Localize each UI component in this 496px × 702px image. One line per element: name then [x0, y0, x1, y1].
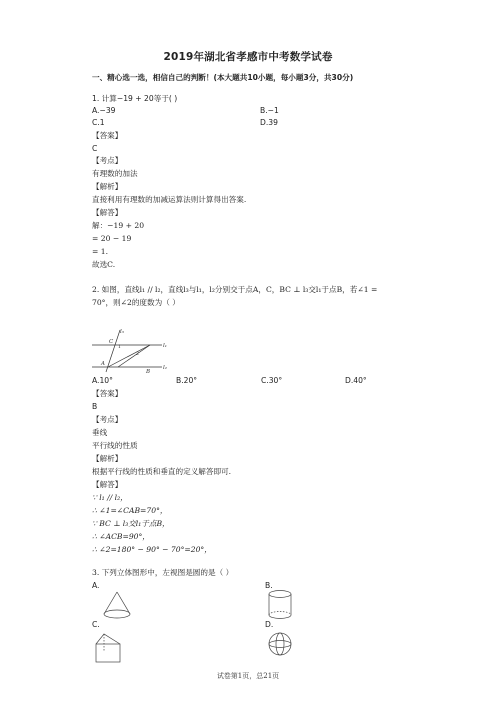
label-c: C: [109, 339, 114, 345]
segment-ac: [108, 345, 150, 367]
q2-solution-line-1: ∵ l₁ // l₂，: [92, 493, 128, 502]
q2-solution-line-3: ∵ BC ⊥ l₃交l₁于点B，: [92, 519, 170, 528]
q1-option-d: D.39: [260, 118, 278, 127]
label-a: A: [101, 361, 105, 367]
q1-answer: C: [92, 144, 98, 153]
label-l3: l₃: [120, 329, 124, 335]
q2-answer-tag: 【答案】: [92, 389, 123, 398]
q2-stem-line-2: 70°，则∠2的度数为（ ）: [92, 298, 180, 307]
q3-option-c: C.: [92, 620, 100, 629]
q2-analysis: 根据平行线的性质和垂直的定义解答即可.: [92, 467, 232, 476]
page-footer: 试卷第1页，总21页: [216, 672, 280, 680]
label-b: B: [146, 369, 151, 374]
q2-point-line-2: 平行线的性质: [92, 441, 138, 450]
q2-solution-line-5: ∴ ∠2=180° − 90° − 70°=20°，: [92, 545, 212, 554]
q1-solution-tag: 【解答】: [92, 208, 123, 217]
q3-option-d: D.: [265, 620, 274, 629]
label-angle-2: 2: [136, 352, 139, 357]
q2-answer: B: [92, 402, 98, 411]
sphere-figure: [266, 630, 296, 660]
q1-answer-tag: 【答案】: [92, 131, 123, 140]
q1-analysis: 直接利用有理数的加减运算法则计算得出答案.: [92, 195, 247, 204]
q1-option-c: C.1: [92, 118, 105, 127]
q2-solution-line-2: ∴ ∠1=∠CAB=70°，: [92, 506, 168, 515]
q1-solution-line-4: 故选C.: [92, 260, 116, 269]
q2-analysis-tag: 【解析】: [92, 454, 123, 463]
q2-option-c: C.30°: [261, 376, 283, 385]
label-l1: l₁: [163, 343, 167, 349]
q3-option-b: B.: [265, 581, 273, 590]
cylinder-figure: [266, 588, 296, 622]
q2-stem-line-1: 2. 如图，直线l₁ // l₂，直线l₃与l₁，l₂分别交于点A，C，BC ⊥ l₃交l₁于点B，若∠1 =: [92, 285, 378, 294]
label-l2: l₂: [163, 365, 167, 371]
q3-option-a: A.: [92, 581, 100, 590]
q1-solution-line-3: = 1.: [92, 247, 109, 256]
q2-option-d: D.40°: [345, 376, 367, 385]
q2-point-tag: 【考点】: [92, 415, 123, 424]
q1-analysis-tag: 【解析】: [92, 182, 123, 191]
q1-option-a: A.−39: [92, 106, 116, 115]
cone-figure: [100, 590, 134, 620]
q2-option-b: B.20°: [176, 376, 198, 385]
parallel-lines-figure: [90, 326, 180, 374]
line-l3: [106, 330, 120, 372]
section-heading: 一、精心选一选，相信自己的判断！(本大题共10小题，每小题3分，共30分): [92, 73, 354, 82]
q2-option-a: A.10°: [92, 376, 113, 385]
q2-point-line-1: 垂线: [92, 428, 108, 437]
q1-option-b: B.−1: [260, 106, 279, 115]
q1-solution-line-2: = 20 − 19: [92, 234, 132, 243]
q1-solution-line-1: 解：−19 + 20: [92, 221, 145, 230]
page-title: 2019年湖北省孝感市中考数学试卷: [163, 51, 333, 63]
prism-figure: [94, 630, 124, 664]
q1-point: 有理数的加法: [92, 169, 138, 178]
q2-solution-tag: 【解答】: [92, 480, 123, 489]
label-angle-1: 1: [118, 345, 121, 350]
segment-bc: [118, 345, 150, 367]
q1-point-tag: 【考点】: [92, 156, 123, 165]
q3-stem: 3. 下列立体图形中，左视图是圆的是（ ）: [92, 568, 234, 577]
q2-solution-line-4: ∴ ∠ACB=90°，: [92, 532, 150, 541]
q1-stem: 1. 计算−19 + 20等于( ): [92, 94, 178, 103]
